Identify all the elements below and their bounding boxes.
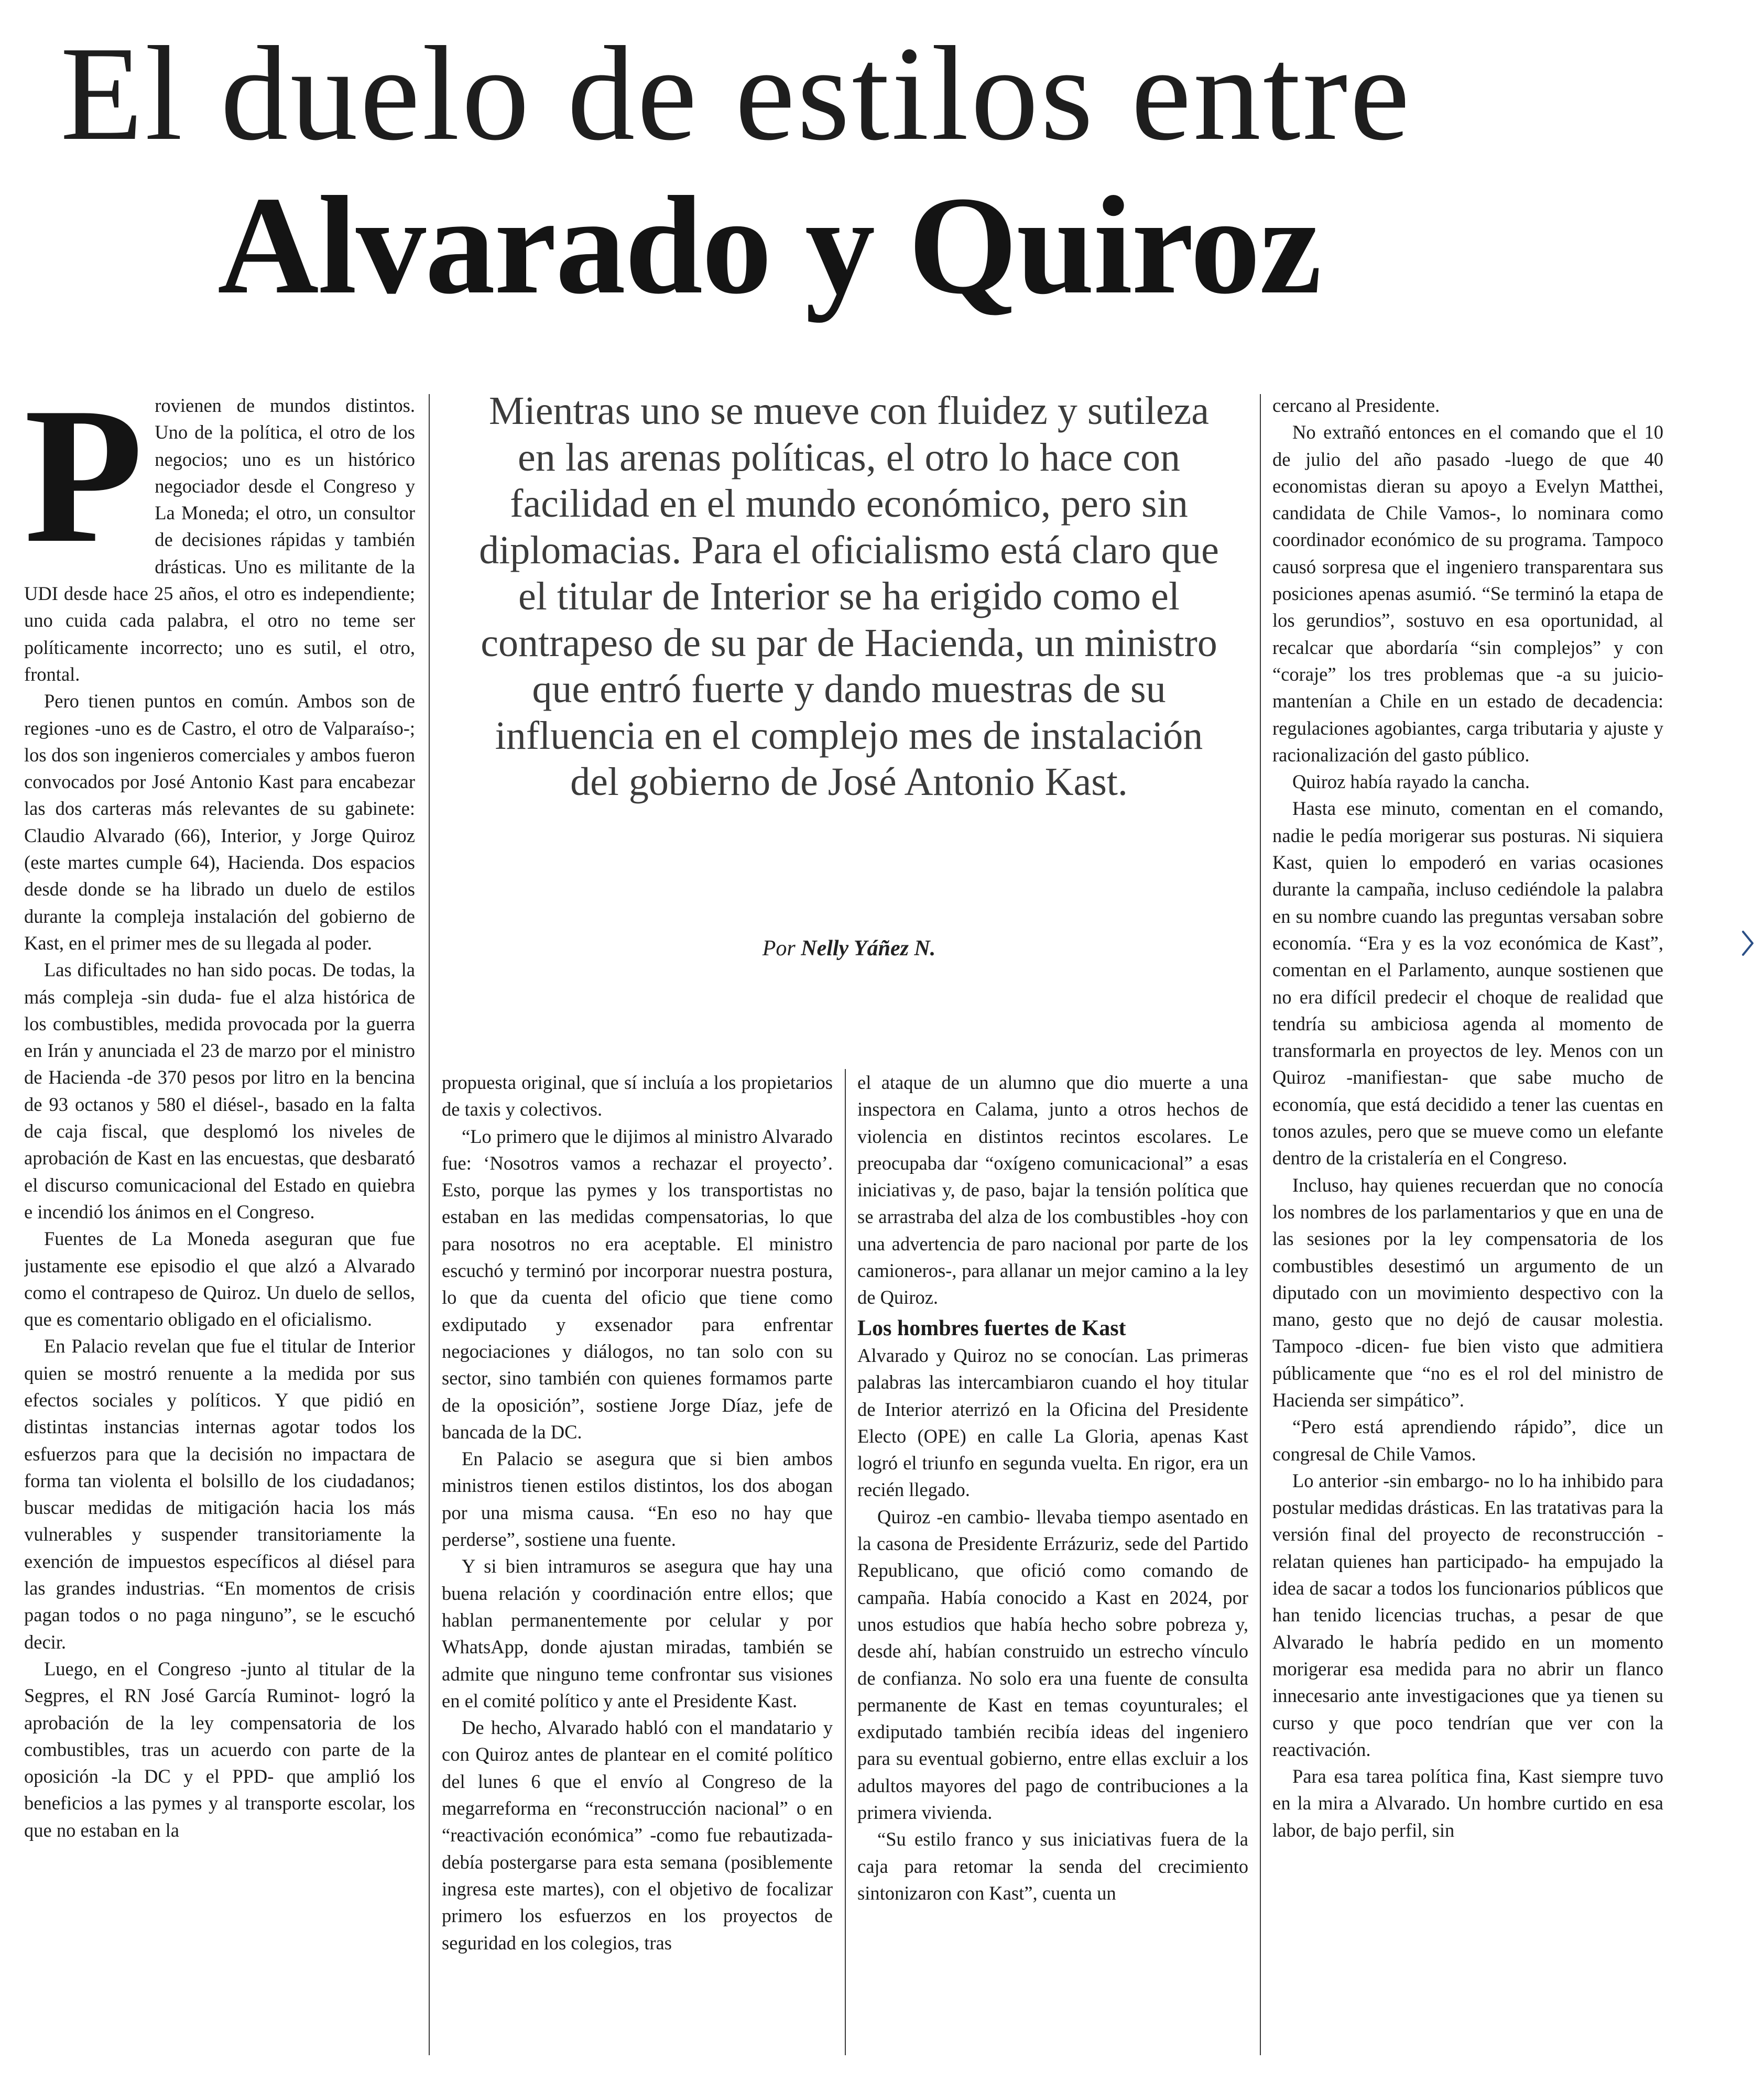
paragraph: Quiroz -en cambio- llevaba tiempo asentado en la casona de Presidente Errázuriz, sede del Partido Republicano, que ofició como comando de campaña. Había conocido a Kast en 2024, por unos estudios que había hecho sobre pobreza y, desde ahí, habían construido un estrecho vínculo de confianza. No solo era una fuente de consulta permanente de Kast en temas coyunturales; el exdiputado también recibía ideas del ingeniero para su eventual gobierno, entre ellas excluir a los adultos mayores del pago de contribuciones a la primera vivienda. — [857, 1506, 1248, 1824]
drop-cap: P — [24, 392, 144, 583]
byline-prefix: Por — [762, 936, 796, 961]
article-column-3 — [857, 1069, 1248, 2078]
article-column-2 — [442, 1069, 833, 2078]
next-page-button[interactable] — [1735, 925, 1761, 962]
paragraph: En Palacio revelan que fue el titular de Interior quien se mostró renuente a la medida por sus efectos sociales y políticos. Y que pidió en distintas instancias internas agotar todos los esfuerzos para que la decisión no impactara de forma tan violenta el bolsillo de los ciudadanos; buscar medidas de mitigación hacia los más vulnerables y suspender transitoriamente la exención de impuestos específicos al diésel para las grandes industrias. “En momentos de crisis pagan todos o no paga ninguno”, se le escuchó decir. — [24, 1335, 415, 1653]
paragraph: Luego, en el Congreso -junto al titular de la Segpres, el RN José García Ruminot- logró la aprobación de la ley compensatoria de los combustibles, tras un acuerdo con parte de la oposición -la DC y el PPD- que amplió los beneficios a las pymes y al transporte escolar, los que no estaban en la — [24, 1657, 415, 1841]
paragraph: Fuentes de La Moneda aseguran que fue justamente ese episodio el que alzó a Alvarado como el contrapeso de Quiroz. Un duelo de sellos, que es comentario obligado en el oficialismo. — [24, 1228, 415, 1330]
paragraph: rovienen de mundos distintos. Uno de la política, el otro de los negocios; uno es un histórico negociador desde el Congreso y La Moneda; el otro, un consultor de decisiones rápidas y también drásticas. Uno es militante de la UDI desde hace 25 años, el otro es independiente; uno cuida cada palabra, el otro no teme ser políticamente incorrecto; uno es sutil, el otro, frontal. — [24, 395, 415, 685]
paragraph: En Palacio se asegura que si bien ambos ministros tienen estilos distintos, los dos abogan por una misma causa. “En eso no hay que perderse”, sostiene una fuente. — [442, 1448, 833, 1551]
paragraph: Pero tienen puntos en común. Ambos son de regiones -uno es de Castro, el otro de Valparaíso-; los dos son ingenieros comerciales y ambos fueron convocados por José Antonio Kast para encabezar las dos carteras más relevantes de su gabinete: Claudio Alvarado (66), Interior, y Jorge Quiroz (este martes cumple 64), Hacienda. Dos espacios desde donde se ha librado un duelo de estilos durante la compleja instalación del gobierno de Kast, en el primer mes de su llegada al poder. — [24, 690, 415, 954]
paragraph: cercano al Presidente. — [1272, 395, 1440, 416]
paragraph: “Pero está aprendiendo rápido”, dice un congresal de Chile Vamos. — [1272, 1416, 1663, 1465]
column-divider — [1260, 394, 1261, 2055]
paragraph: propuesta original, que sí incluía a los propietarios de taxis y colectivos. — [442, 1072, 833, 1120]
byline-author: Nelly Yáñez N. — [801, 936, 936, 961]
paragraph: Y si bien intramuros se asegura que hay una buena relación y coordinación entre ellos; que hablan permanentemente por celular y por WhatsApp, donde ajustan miradas, también se admite que ninguno teme confrontar sus visiones en el comité político y ante el Presidente Kast. — [442, 1555, 833, 1711]
paragraph: Las dificultades no han sido pocas. De todas, la más compleja -sin duda- fue el alza histórica de los combustibles, medida provocada por la guerra en Irán y anunciada el 23 de marzo por el ministro de Hacienda -de 370 pesos por litro en la bencina de 93 octanos y 580 el diésel-, basado en la falta de caja fiscal, que desplomó los niveles de aprobación de Kast en las encuestas, que desbarató el discurso comunicacional del Estado en quiebra e incendió los ánimos en el Congreso. — [24, 959, 415, 1223]
headline-line-1: El duelo de estilos entre — [60, 18, 1412, 168]
column-divider — [429, 394, 430, 2055]
paragraph: Alvarado y Quiroz no se conocían. Las primeras palabras las intercambiaron cuando el hoy titular de Interior aterrizó en la Oficina del Presidente Electo (OPE) en calle La Gloria, apenas Kast logró el triunfo en segunda vuelta. En rigor, era un recién llegado. — [857, 1344, 1248, 1501]
subheading: Los hombres fuertes de Kast — [857, 1316, 1126, 1340]
byline — [472, 936, 1226, 961]
article-column-4 — [1272, 392, 1663, 2077]
paragraph: Quiroz había rayado la cancha. — [1292, 771, 1530, 793]
paragraph: Hasta ese minuto, comentan en el comando, nadie le pedía morigerar sus posturas. Ni siquiera Kast, quien lo empoderó en varias ocasiones durante la campaña, incluso cediéndole la palabra en su nombre cuando las preguntas versaban sobre economía. “Era y es la voz económica de Kast”, comentan en el Parlamento, aunque sostienen que no era difícil predecir el choque de realidad que tendría su ambiciosa agenda al momento de transformarla en proyectos de ley. Menos con un Quiroz -manifiestan- que sabe mucho de economía, que está decidido a tener las cuentas en tonos azules, pero que se mueve como un elefante dentro de la cristalería en el Congreso. — [1272, 798, 1663, 1169]
chevron-right-icon — [1740, 929, 1756, 958]
column-divider — [845, 1069, 846, 2055]
paragraph: De hecho, Alvarado habló con el mandatario y con Quiroz antes de plantear en el comité político del lunes 6 que el envío al Congreso de la megarreforma en “reconstrucción nacional” o en “reactivación económica” -como fue rebautizada- debía postergarse para esta semana (posiblemente ingresa este martes), con el objetivo de focalizar primero los esfuerzos en los proyectos de seguridad en los colegios, tras — [442, 1717, 833, 1954]
paragraph: Para esa tarea política fina, Kast siempre tuvo en la mira a Alvarado. Un hombre curtido en esa labor, de bajo perfil, sin — [1272, 1765, 1663, 1841]
pull-quote: Mientras uno se mueve con fluidez y sutileza en las arenas políticas, el otro lo hace con facilidad en el mundo económico, pero sin diplomacias. Para el oficialismo está claro que el titular de Interior se ha erigido como el contrapeso de su par de Hacienda, un ministro que entró fuerte y dando muestras de su influencia en el complejo mes de instalación del gobierno de José Antonio Kast. — [479, 389, 1219, 804]
article-column-1 — [24, 392, 415, 2077]
paragraph: el ataque de un alumno que dio muerte a una inspectora en Calama, junto a otros hechos de violencia en distintos recintos escolares. Le preocupaba dar “oxígeno comunicacional” a esas iniciativas y, de paso, bajar la tensión política que se arrastraba del alza de los combustibles -hoy con una advertencia de paro nacional por parte de los camioneros-, para allanar un mejor camino a la ley de Quiroz. — [857, 1072, 1248, 1308]
paragraph: Lo anterior -sin embargo- no lo ha inhibido para postular medidas drásticas. En las tratativas para la versión final del proyecto de reconstrucción -relatan quienes han participado- ha empujado la idea de sacar a todos los funcionarios públicos que han tenido licencias truchas, a pesar de que Alvarado le habría pedido en un momento morigerar esa medida para no abrir un flanco innecesario ante investigaciones que ya tienen su curso y que poco tendrían que ver con la reactivación. — [1272, 1469, 1663, 1760]
paragraph: No extrañó entonces en el comando que el 10 de julio del año pasado -luego de que 40 economistas dieran su apoyo a Evelyn Matthei, candidata de Chile Vamos-, lo nominara como coordinador económico de su programa. Tampoco causó sorpresa que el ingeniero transparentara sus posiciones apenas asumió. “Se terminó la etapa de los gerundios”, sostuvo en esa oportunidad, al recalcar que abordaría “sin complejos” y con “coraje” los tres problemas que -a su juicio- mantenían a Chile en un estado de decadencia: regulaciones agobiantes, carga tributaria y ajuste y racionalización del gasto público. — [1272, 421, 1663, 766]
paragraph: “Su estilo franco y sus iniciativas fuera de la caja para retomar la senda del crecimiento sintonizaron con Kast”, cuenta un — [857, 1828, 1248, 1904]
paragraph: Incluso, hay quienes recuerdan que no conocía los nombres de los parlamentarios y que en una de las sesiones por la ley compensatoria de los combustibles desestimó un argumento de un diputado con un movimiento despectivo con la mano, gesto que no dejó de causar molestia. Tampoco -dicen- fue bien visto que admitiera públicamente que “no es el rol del ministro de Hacienda ser simpático”. — [1272, 1174, 1663, 1411]
headline-line-2: Alvarado y Quiroz — [217, 167, 1321, 323]
paragraph: “Lo primero que le dijimos al ministro Alvarado fue: ‘Nosotros vamos a rechazar el proyecto’. Esto, porque las pymes y los transportistas no estaban en las medidas compensatorias, lo que para nosotros no era aceptable. El ministro escuchó y terminó por incorporar nuestra postura, lo que da cuenta del oficio que tiene como exdiputado y exsenador para enfrentar negociaciones y diálogos, no tan solo con su sector, sino también con quienes formamos parte de la oposición”, sostiene Jorge Díaz, jefe de bancada de la DC. — [442, 1125, 833, 1443]
